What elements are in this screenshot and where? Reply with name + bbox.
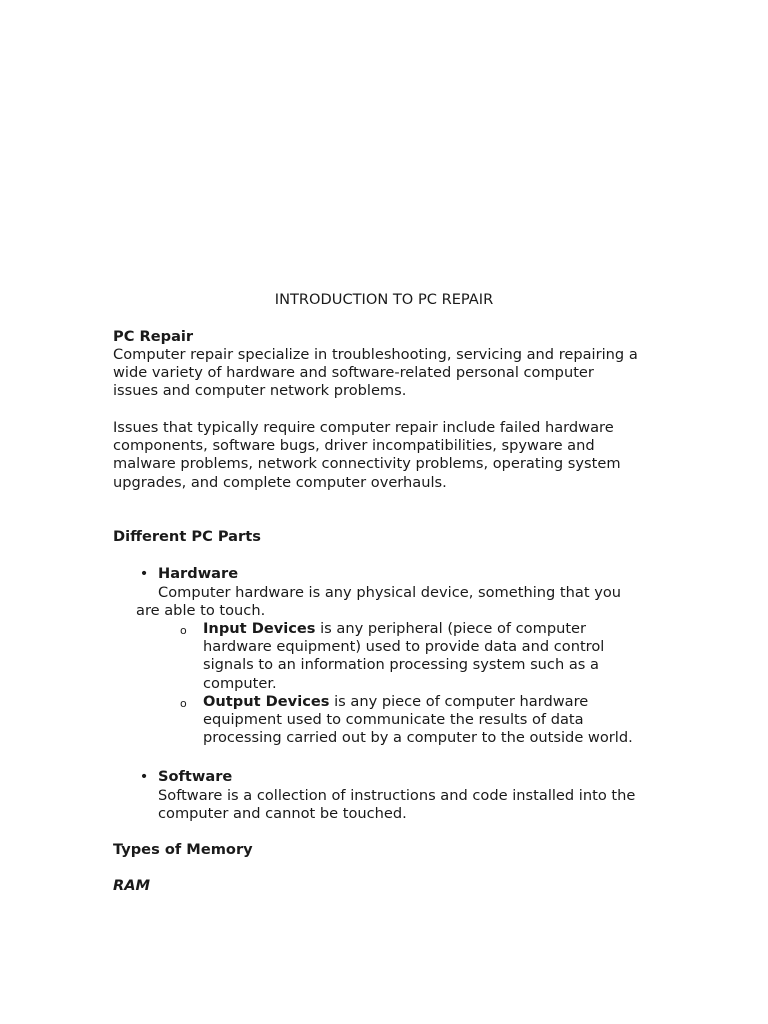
text-line: processing carried out by a computer to the outside world. xyxy=(203,729,633,747)
text-line: hardware equipment) used to provide data and control xyxy=(203,638,605,656)
input-devices-term: Input Devices xyxy=(203,620,316,637)
hardware-desc-line-2: are able to touch. xyxy=(136,602,266,619)
hardware-label: Hardware xyxy=(158,565,239,582)
text-line xyxy=(203,693,663,711)
bullet-icon: • xyxy=(139,565,149,582)
input-devices-text xyxy=(203,620,663,693)
text-line: issues and computer network problems. xyxy=(113,382,407,400)
text-line: equipment used to communicate the results of data xyxy=(203,711,584,729)
ram-heading: RAM xyxy=(113,877,151,894)
hardware-desc-line-1: Computer hardware is any physical device, something that you xyxy=(158,584,622,601)
output-devices-text xyxy=(203,693,663,748)
pc-repair-paragraph-1 xyxy=(113,346,673,401)
text-line: Software is a collection of instructions and code installed into the xyxy=(158,787,636,804)
bullet-icon: • xyxy=(139,768,149,785)
document-title: INTRODUCTION TO PC REPAIR xyxy=(274,291,494,308)
software-desc xyxy=(158,787,678,823)
input-devices-rest: is any peripheral (piece of computer xyxy=(315,620,587,637)
sub-bullet-icon: o xyxy=(180,624,187,637)
text-line: Issues that typically require computer repair include failed hardware xyxy=(113,419,614,436)
pc-repair-paragraph-2 xyxy=(113,419,673,492)
sub-bullet-icon: o xyxy=(180,697,187,710)
output-devices-rest: is any piece of computer hardware xyxy=(329,693,589,710)
text-line: malware problems, network connectivity problems, operating system xyxy=(113,455,621,473)
text-line: signals to an information processing system such as a xyxy=(203,656,599,674)
text-line xyxy=(203,620,663,638)
text-line: components, software bugs, driver incompatibilities, spyware and xyxy=(113,437,595,455)
pc-parts-heading: Different PC Parts xyxy=(113,528,261,545)
memory-heading: Types of Memory xyxy=(113,841,253,858)
text-line: upgrades, and complete computer overhauls. xyxy=(113,473,447,491)
output-devices-term: Output Devices xyxy=(203,693,330,710)
text-line: computer. xyxy=(203,674,277,692)
pc-repair-heading: PC Repair xyxy=(113,328,194,345)
text-line: Computer repair specialize in troubleshooting, servicing and repairing a xyxy=(113,346,638,363)
text-line: computer and cannot be touched. xyxy=(158,805,407,823)
text-line: wide variety of hardware and software-related personal computer xyxy=(113,364,594,382)
software-label: Software xyxy=(158,768,233,785)
